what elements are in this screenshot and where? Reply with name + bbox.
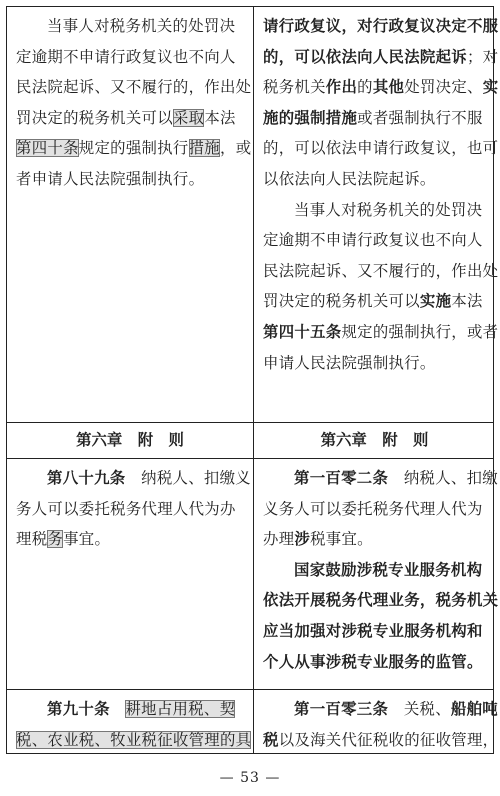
text-line [263,225,488,256]
text-span: 办理 [263,530,295,549]
text-span: 罚决定的税务机关可以 [263,292,420,311]
bold-text: 施的强制措施 [263,108,358,127]
text-span: 纳税人、扣缴义 [125,469,251,487]
text-line [16,694,244,725]
text-span: 定逾期不申请行政复议也不向人 [16,47,236,66]
text-span: 当事人对税务机关的处罚决 [47,17,236,35]
text-line [16,725,252,756]
text-span: 民法院起诉、又不履行的，作出处 [263,261,499,280]
text-span: 当事人对税务机关的处罚决 [294,200,483,219]
text-span [110,700,126,718]
text-line [16,524,244,555]
text-span: 罚决定的税务机关可以 [16,108,173,127]
text-line [16,494,244,525]
highlighted-text: 税、农业税、牧业税征收管理的具 [16,730,252,749]
bold-text: 第一百零二条 [294,469,389,487]
text-span: 者申请人民法院强制执行。 [16,169,205,188]
text-span: 本法 [204,108,236,127]
bold-text: 个人从事涉税专业服务的监管。 [263,652,483,671]
text-line [263,494,488,525]
row3-right-cell [254,459,499,677]
text-span: 本法 [451,292,483,311]
text-line [16,11,244,42]
text-line [263,164,488,195]
text-span: 的 [357,78,373,97]
text-span: 义务人可以委托税务代理人代为 [263,499,483,518]
text-line [263,585,499,616]
text-line [263,286,488,317]
text-span: 理税 [16,530,48,549]
highlighted-text: 采取 [172,108,205,127]
text-span: ；对 [466,47,499,66]
bold-text: 税 [263,730,279,749]
bold-text: 应当加强对涉税专业服务机构和 [263,621,483,640]
text-span: 处罚决定、 [404,78,483,97]
text-span: ，或 [220,139,252,158]
bold-text: 的，可以依法向人民法院起诉 [263,47,467,66]
chapter-heading-left: 第六章 附 则 [76,431,184,449]
bold-text: 作出 [325,78,358,97]
text-span: 规定的强制执行，或者 [341,322,499,341]
text-line [16,42,244,73]
bold-text: 请行政复议，对行政复议决定不服 [263,17,499,35]
text-line [263,524,488,555]
bold-text: 涉 [294,530,311,549]
text-line [263,195,488,226]
text-line [263,725,499,756]
highlighted-text: 措施 [188,139,220,158]
bold-text: 实施 [419,292,452,311]
text-line [263,133,499,164]
highlighted-text: 务 [47,530,64,549]
chapter-heading-right: 第六章 附 则 [320,431,429,449]
text-span: 税事宜。 [310,530,373,549]
text-span: 规定的强制执行 [78,139,189,158]
row4-left-cell [7,690,253,755]
bold-text: 第一百零三条 [294,700,389,718]
bold-text: 第八十九条 [47,469,126,487]
text-span: 务人可以委托税务代理人代为办 [16,499,236,518]
text-line [263,256,499,287]
text-span: 或者强制执行不服 [357,108,483,127]
text-line [263,72,499,103]
text-line [16,463,251,494]
text-span: 申请人民法院强制执行。 [263,353,436,372]
text-line [16,103,244,134]
text-line [16,133,252,164]
text-span: 的，可以依法申请行政复议，也可 [263,139,499,158]
bold-text: 第九十条 [47,700,110,718]
text-line [16,72,252,103]
text-line [263,616,488,647]
row1-left-cell [7,7,253,195]
comparison-table [6,6,499,754]
text-line [263,103,488,134]
bold-text: 实 [482,78,499,97]
text-span: 定逾期不申请行政复议也不向人 [263,231,483,250]
text-line [263,555,488,586]
text-line [16,164,244,195]
text-span: 以依法向人民法院起诉。 [263,169,436,188]
text-line [263,348,488,379]
bold-text: 国家鼓励涉税专业服务机构 [294,560,483,579]
text-span: 关税、 [388,700,451,718]
row4-right-cell [254,690,499,755]
text-span: 税务机关 [263,78,326,97]
text-line [263,42,499,73]
text-span: 以及海关代征税收的征收管理， [278,730,499,749]
highlighted-text: 耕地占用税、契 [125,700,236,718]
row3-left-cell [7,459,253,555]
text-line [263,647,488,678]
bold-text: 依法开展税务代理业务，税务机关 [263,591,499,610]
text-line [263,11,499,42]
text-span: 事宜。 [63,530,111,549]
text-span: 纳税人、扣缴 [388,469,498,487]
highlighted-text: 第四十条 [16,139,79,158]
text-line [263,463,498,494]
text-line [263,694,498,725]
bold-text: 第四十五条 [263,322,342,341]
text-line [263,317,499,348]
bold-text: 其他 [372,78,405,97]
bold-text: 船舶吨 [450,700,498,718]
row1-right-cell [254,7,499,378]
page-number: — 53 — [219,770,281,786]
text-span: 民法院起诉、又不履行的，作出处 [16,78,252,97]
